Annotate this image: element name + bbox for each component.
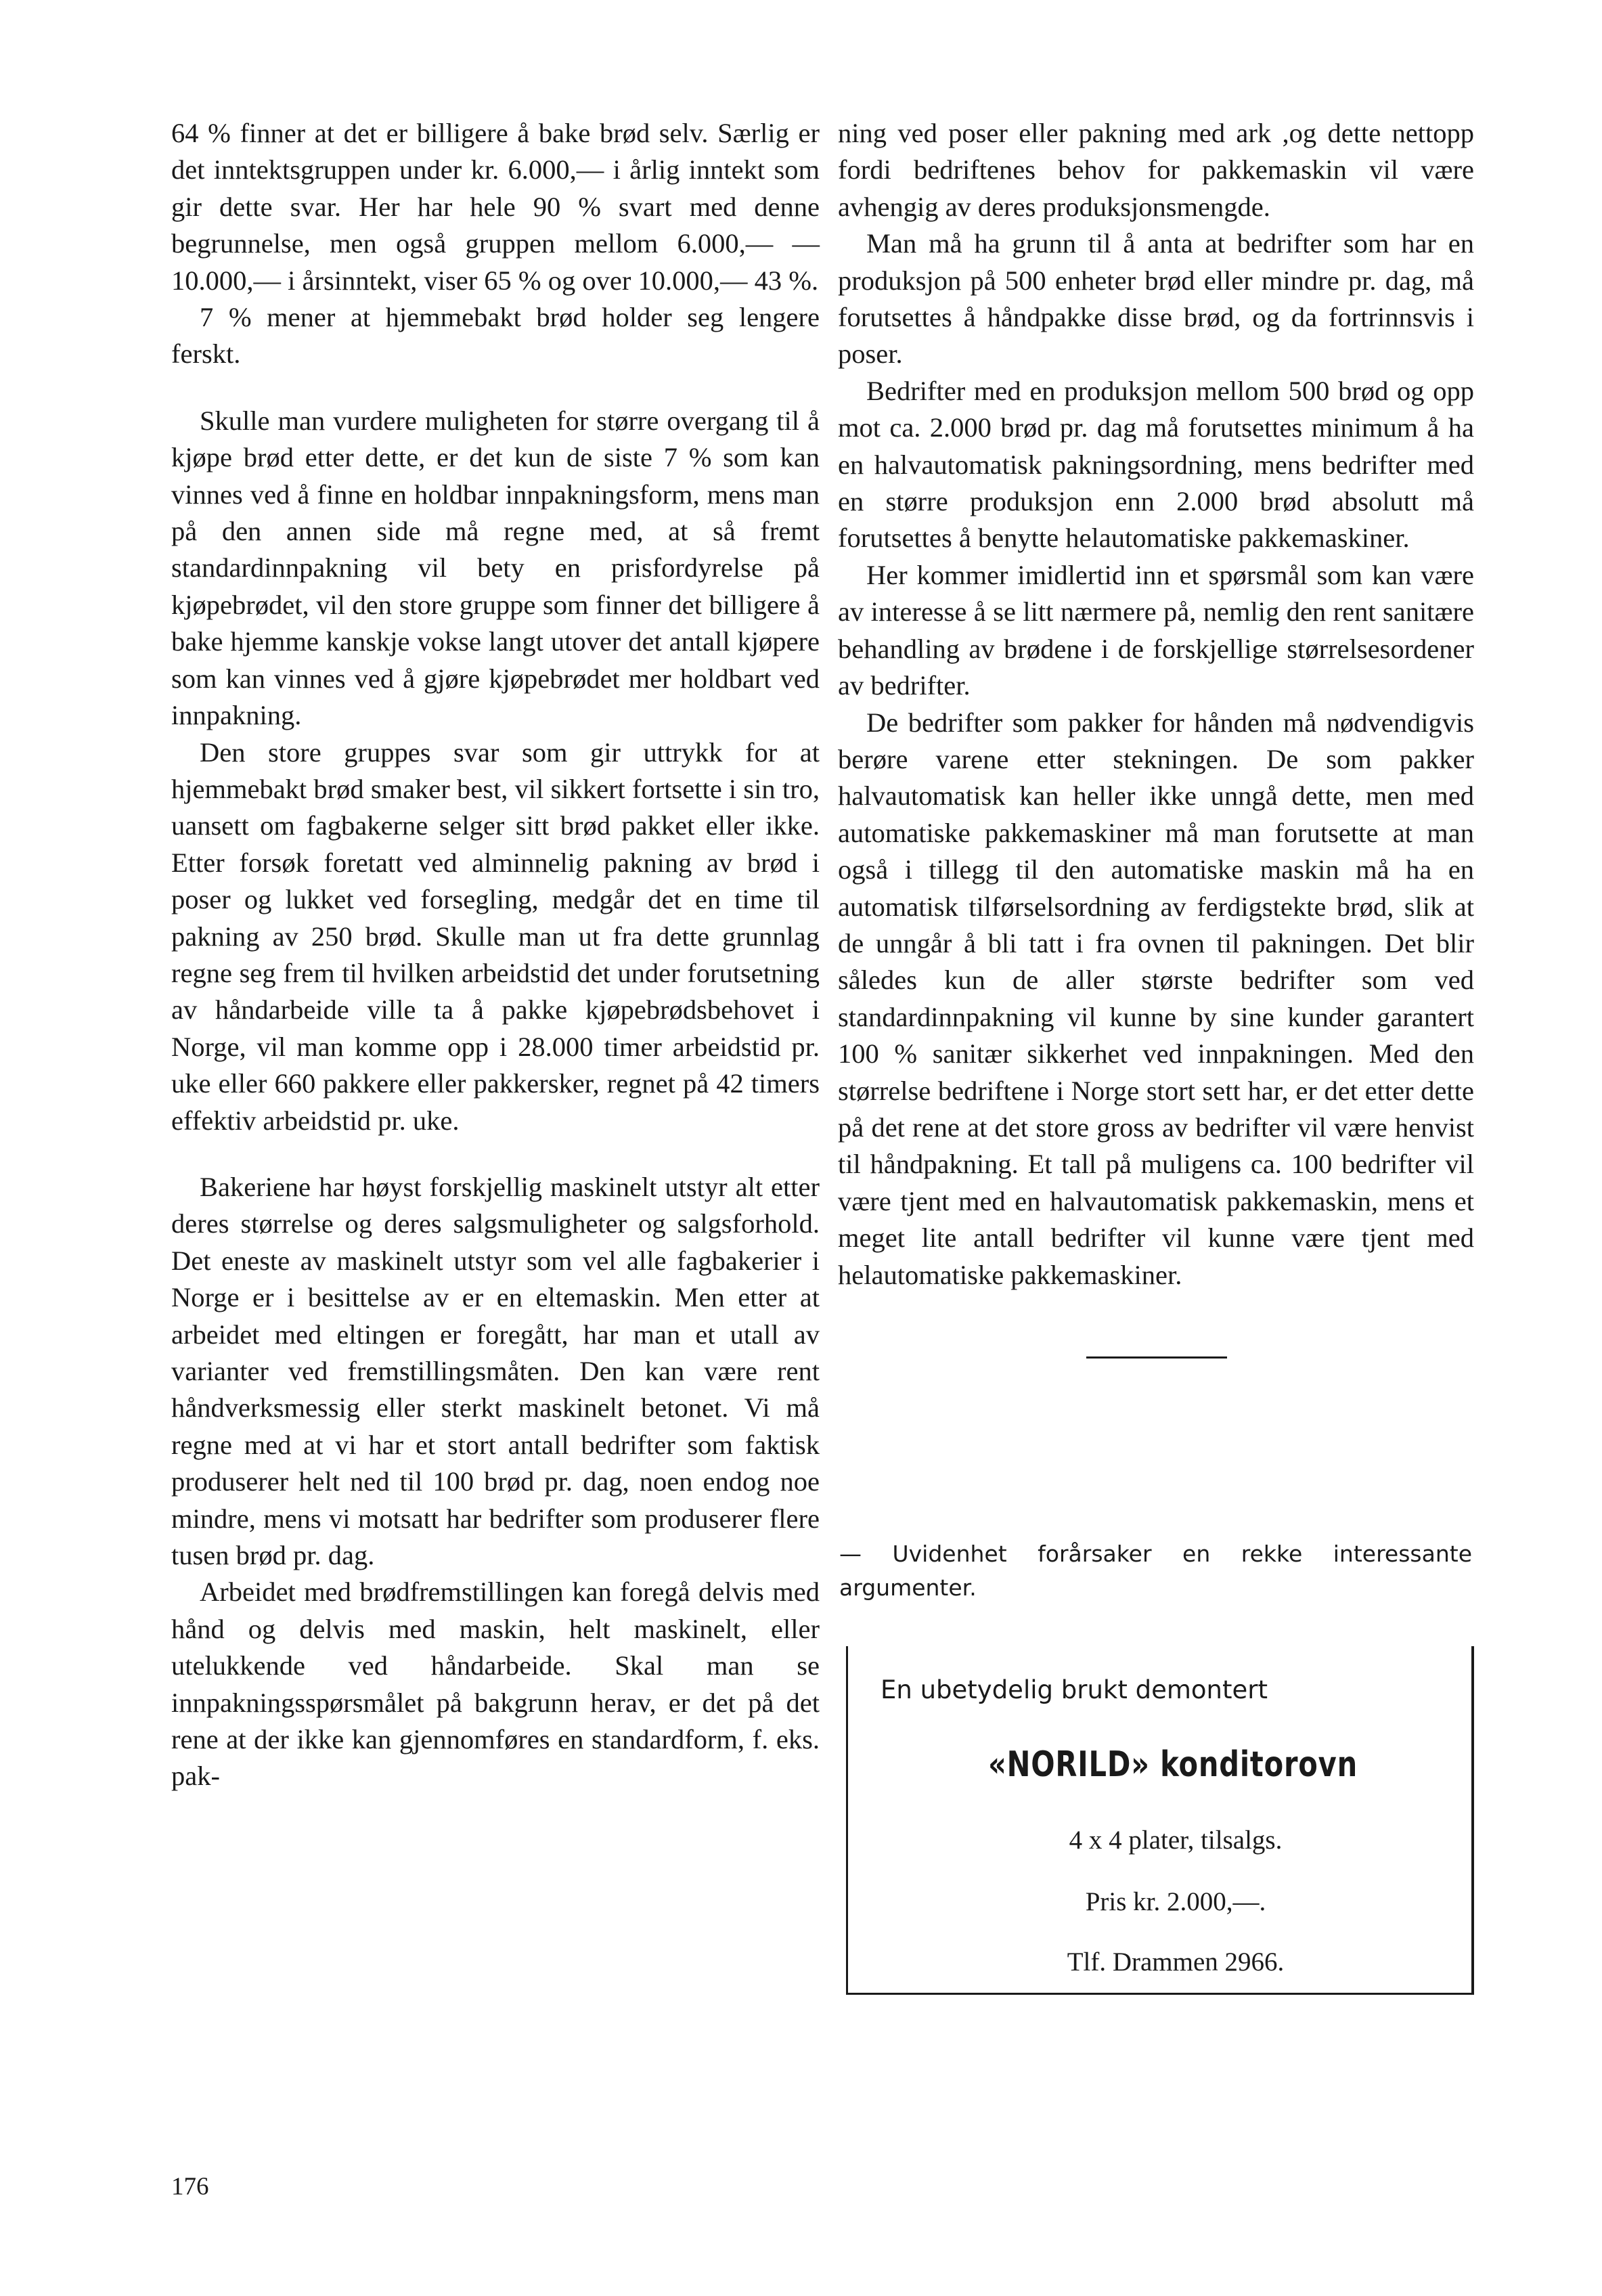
paragraph: Bakeriene har høyst forskjellig maskinelt utstyr alt etter deres størrelse og deres salgsmuligheter og salgsforhold. Det eneste av maskinelt utstyr som vel alle fagbakerier i Norge er i besittelse av er en eltemaskin. Men etter at arbeidet med eltingen er foregått, har man et utall av varianter ved fremstillingsmåten. Den kan være rent håndverksmessig eller sterkt maskinelt betonet. Vi må regne med at vi har et stort antall bedrifter som faktisk produserer helt ned til 100 brød pr. dag, noen endog noe mindre, mens vi motsatt har bedrifter som produserer flere tusen brød pr. dag. (171, 1171, 820, 1571)
ad-intro: En ubetydelig brukt demontert (881, 1675, 1268, 1704)
paragraph: Man må ha grunn til å anta at bedrifter som har en produksjon på 500 enheter brød eller mindre pr. dag, må forutsettes å håndpakke disse brød, og da fortrinnsvis i poser. (838, 228, 1474, 370)
paragraph: Her kommer imidlertid inn et spørsmål som kan være av interesse å se litt nærmere på, nemlig den rent sanitære behandling av brødene i de forskjellige størrelsesordener av bedrifter. (838, 559, 1474, 701)
ad-details: 4 x 4 plater, tilsalgs. (1069, 1826, 1283, 1855)
paragraph: Skulle man vurdere muligheten for større overgang til å kjøpe brød etter dette, er det kun de siste 7 % som kan vinnes ved å finne en holdbar innpakningsform, mens man på den annen side må regne med, at så fremt standardinnpakning vil bety en prisfordyrelse på kjøpebrødet, vil den store gruppe som finner det billigere å bake hjemme kanskje vokse langt utover det antall kjøpere som kan vinnes ved å gjøre kjøpebrødet mer holdbart ved innpakning. (171, 405, 820, 731)
ad-price: Pris kr. 2.000,—. (1085, 1887, 1266, 1916)
section-divider (1086, 1356, 1227, 1359)
left-column (171, 115, 820, 1795)
paragraph: Arbeidet med brødfremstillingen kan foregå delvis med hånd og delvis med maskin, helt maskinelt, eller utelukkende ved håndarbeide. Skal man se innpakningsspørsmålet på bakgrunn herav, er det på det rene at der ikke kan gjennomføres en standardform, f. eks. pak- (171, 1576, 820, 1792)
paragraph: 7 % mener at hjemmebakt brød holder seg lengere ferskt. (171, 302, 820, 370)
paragraph: ning ved poser eller pakning med ark ,og dette nettopp fordi bedriftenes behov for pakkemaskin vil være avhengig av deres produksjonsmengde. (838, 118, 1474, 222)
paragraph: Den store gruppes svar som gir uttrykk for at hjemmebakt brød smaker best, vil sikkert fortsette i sin tro, uansett om fagbakerne selger sitt brød pakket eller ikke. Etter forsøk foretatt ved alminnelig pakning av brød i poser og lukket ved forsegling, medgår det en time til pakning av 250 brød. Skulle man ut fra dette grunnlag regne seg frem til hvilken arbeidstid det under forutsetning av håndarbeide ville ta å pakke kjøpebrødsbehovet i Norge, vil man komme opp i 28.000 timer arbeidstid pr. uke eller 660 pakkere eller pakkersker, regnet på 42 timers effektiv arbeidstid pr. uke. (171, 736, 820, 1136)
ad-headline: «NORILD» konditorovn (987, 1744, 1358, 1785)
page-number: 176 (171, 2173, 209, 2201)
paragraph: 64 % finner at det er billigere å bake brød selv. Særlig er det inntektsgruppen under kr. 6.000,— i årlig inntekt som gir dette svar. Her har hele 90 % svart med denne begrunnelse, men også gruppen mellom 6.000,— — 10.000,— i årsinntekt, viser 65 % og over 10.000,— 43 %. (171, 118, 820, 296)
advertisement-box (846, 1646, 1474, 1995)
caption: — Uvidenhet forårsaker en rekke interessante argumenter. (839, 1541, 1472, 1601)
paragraph: De bedrifter som pakker for hånden må nødvendigvis berøre varene etter stekningen. De som pakker halvautomatisk kan heller ikke unngå dette, men med automatiske pakkemaskiner må man forutsette at man også i tillegg til den automatiske maskin må ha en automatisk tilførselsordning av ferdigstekte brød, slik at de unngår å bli tatt i fra ovnen til pakningen. Det blir således kun de aller største bedrifter som ved standardinnpakning vil kunne by sine kunder garantert 100 % sanitær sikkerhet ved innpakningen. Med den størrelse bedriftene i Norge stort sett har, er det etter dette på det rene at det store gross av bedrifter vil være henvist til håndpakning. Et tall på muligens ca. 100 bedrifter vil være tjent med en halvautomatisk pakkemaskin, mens et meget lite antall bedrifter vil kunne være tjent med helautomatiske pakkemaskiner. (838, 707, 1474, 1290)
right-column (838, 115, 1474, 1294)
paragraph: Bedrifter med en produksjon mellom 500 brød og opp mot ca. 2.000 brød pr. dag må forutsettes minimum å ha en halvautomatisk pakningsordning, mens bedrifter med en større produksjon enn 2.000 brød absolutt må forutsettes å benytte helautomatiske pakkemaskiner. (838, 375, 1474, 554)
ad-phone: Tlf. Drammen 2966. (1067, 1947, 1285, 1977)
